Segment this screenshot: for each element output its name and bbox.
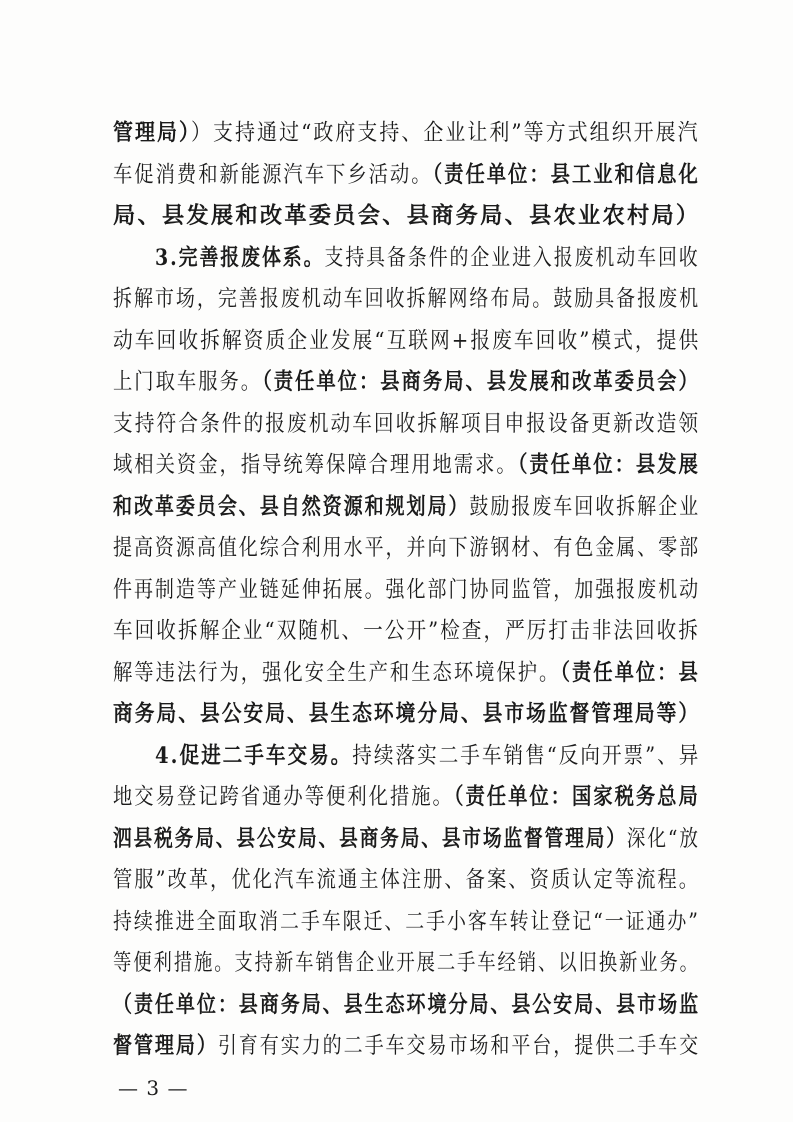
text-line <box>113 113 700 153</box>
body-text: 车回收拆解企业“双随机、一公开”检查，严厉打击非法回收拆 <box>113 618 700 644</box>
body-text: 等便利措施。支持新车销售企业开展二手车经销、以旧换新业务。 <box>113 950 700 976</box>
text-line <box>113 777 700 817</box>
text-line <box>113 321 700 361</box>
responsibility-text: （责任单位：县工业和信息化 <box>432 161 700 188</box>
body-text: 持续推进全面取消二手车限迁、二手小客车转让登记“一证通办” <box>113 908 700 935</box>
text-line <box>113 445 700 485</box>
text-line <box>113 528 700 568</box>
text-line <box>113 694 700 734</box>
body-text: 解等违法行为，强化安全生产和生态环境保护。 <box>113 659 561 686</box>
responsibility-text: （责任单位：县商务局、县生态环境分局、县公安局、县市场监 <box>113 991 701 1018</box>
responsibility-text: 泗县税务局、县公安局、县商务局、县市场监督管理局） <box>113 825 627 852</box>
text-line <box>113 487 700 527</box>
text-line <box>113 362 700 402</box>
text-line <box>155 736 700 776</box>
responsibility-text: （责任单位：县 <box>560 659 700 686</box>
body-text: 地交易登记跨省通办等便利化措施。 <box>113 784 454 810</box>
text-line <box>113 819 700 859</box>
text-line <box>113 985 700 1025</box>
body-text: 引育有实力的二手车交易市场和平台，提供二手车交 <box>217 1033 701 1059</box>
text-line <box>113 155 700 195</box>
section-heading: 4.促进二手车交易。 <box>155 742 353 769</box>
responsibility-text: 商务局、县公安局、县生态环境分局、县市场监督管理局等） <box>113 701 701 727</box>
body-text: 深化“放 <box>626 825 700 852</box>
text-line <box>113 653 700 693</box>
body-text: 域相关资金，指导统筹保障合理用地需求。 <box>113 452 518 478</box>
text-line <box>113 196 700 236</box>
responsibility-text: 局、县发展和改革委员会、县商务局、县农业农村局） <box>113 203 701 229</box>
section-heading: 3.完善报废体系。 <box>155 244 325 271</box>
text-line <box>113 611 700 651</box>
text-line <box>113 570 700 610</box>
responsibility-text: （责任单位：县商务局、县发展和改革委员会） <box>262 369 700 395</box>
body-text: 动车回收拆解资质企业发展“互联网+报废车回收”模式，提供 <box>113 327 701 354</box>
body-text: ）支持通过“政府支持、企业让利”等方式组织开展汽 <box>191 120 700 146</box>
text-line <box>113 279 700 319</box>
text-line <box>113 404 700 444</box>
body-text: 支持具备条件的企业进入报废机动车回收 <box>324 244 700 271</box>
text-line <box>113 860 700 900</box>
page-number: — 3 — <box>118 1075 189 1100</box>
text-line <box>113 902 700 942</box>
body-text: 鼓励报废车回收拆解企业 <box>469 493 701 520</box>
body-text: 上门取车服务。 <box>113 369 263 395</box>
body-text: 车促消费和新能源汽车下乡活动。 <box>113 161 433 188</box>
body-text: 支持符合条件的报废机动车回收拆解项目申报设备更新改造领 <box>113 410 701 437</box>
body-text: 持续落实二手车销售“反向开票”、异 <box>352 742 701 769</box>
responsibility-text: （责任单位：国家税务总局 <box>453 784 700 810</box>
body-text: 件再制造等产业链延伸拓展。强化部门协同监管，加强报废机动 <box>113 576 701 603</box>
responsibility-text: 管理局） <box>113 120 192 146</box>
text-line <box>113 1026 700 1066</box>
body-text: 拆解市场，完善报废机动车回收拆解网络布局。鼓励具备报废机 <box>113 286 701 312</box>
body-text: 提高资源高值化综合利用水平，并向下游钢材、有色金属、零部 <box>113 535 701 561</box>
body-text: 管服”改革，优化汽车流通主体注册、备案、资质认定等流程。 <box>113 867 700 893</box>
text-line <box>113 943 700 983</box>
responsibility-text: （责任单位：县发展 <box>517 452 700 478</box>
text-line <box>155 238 700 278</box>
responsibility-text: 督管理局） <box>113 1033 218 1059</box>
responsibility-text: 和改革委员会、县自然资源和规划局） <box>113 493 470 520</box>
